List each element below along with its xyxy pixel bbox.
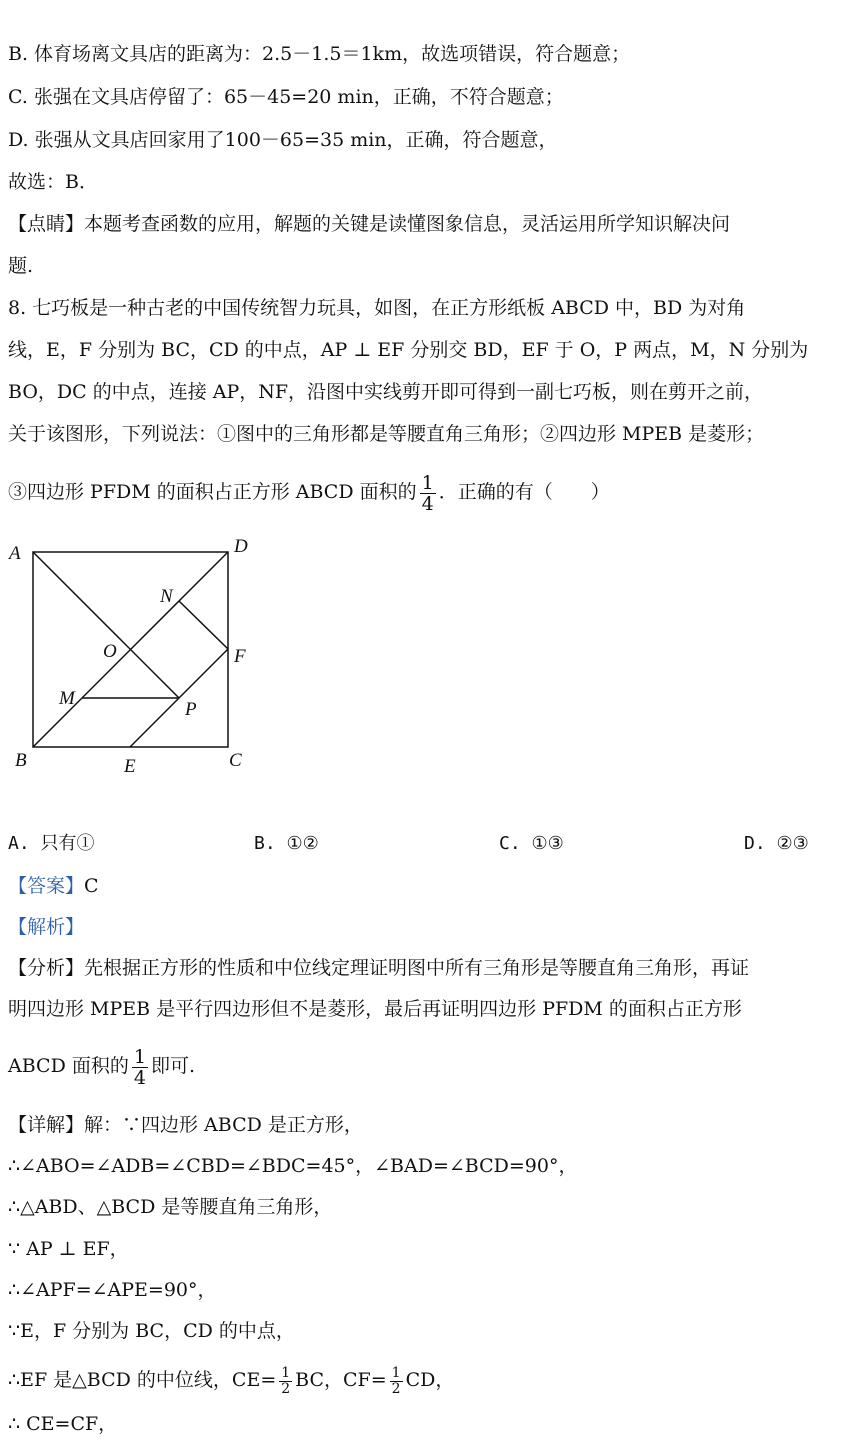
text-line-choose: 故选：B． bbox=[8, 171, 98, 193]
text-line-note1: 【点睛】本题考查函数的应用，解题的关键是读懂图象信息，灵活运用所学知识解决问 bbox=[8, 213, 731, 235]
analysis-fraction-numerator: 1 bbox=[133, 1045, 146, 1068]
detail-line-7-text-c: CD， bbox=[405, 1369, 455, 1391]
label-c: C bbox=[229, 750, 242, 771]
option-b: B. ①② bbox=[254, 833, 319, 854]
analysis-label: 【解析】 bbox=[8, 916, 85, 938]
fraction-one-quarter bbox=[420, 473, 436, 514]
detail-line-7-text-b: BC，CF= bbox=[295, 1369, 387, 1391]
detail-line-3: ∴△ABD、△BCD 是等腰直角三角形， bbox=[8, 1196, 333, 1218]
option-a: A. 只有① bbox=[8, 833, 95, 854]
answer-line bbox=[8, 874, 99, 898]
label-o: O bbox=[103, 641, 117, 662]
question-line-2: 线，E，F 分别为 BC，CD 的中点，AP ⊥ EF 分别交 BD，EF 于 O，P 两点，M，N 分别为 bbox=[8, 339, 809, 361]
question-line-5-end: ．正确的有（ ） bbox=[438, 481, 610, 503]
text-line-c: C. 张强在文具店停留了：65－45=20 min，正确，不符合题意； bbox=[8, 86, 564, 108]
question-line-3: BO，DC 的中点，连接 AP，NF，沿图中实线剪开即可得到一副七巧板，则在剪开之前， bbox=[8, 381, 764, 403]
question-line-5 bbox=[8, 470, 610, 514]
option-c: C. ①③ bbox=[499, 833, 564, 854]
text-line-b: B. 体育场离文具店的距离为：2.5－1.5＝1km，故选项错误，符合题意； bbox=[8, 43, 631, 65]
answer-label: 【答案】 bbox=[8, 875, 85, 897]
detail-line-2: ∴∠ABO=∠ADB=∠CBD=∠BDC=45°，∠BAD=∠BCD=90°， bbox=[8, 1155, 578, 1177]
option-d: D. ②③ bbox=[744, 833, 809, 854]
analysis-line-3-text: ABCD 面积的 bbox=[8, 1055, 129, 1077]
analysis-line-2: 明四边形 MPEB 是平行四边形但不是菱形，最后再证明四边形 PFDM 的面积占正方形 bbox=[8, 998, 742, 1020]
detail-line-7 bbox=[8, 1362, 454, 1398]
segment-nf bbox=[179, 601, 228, 649]
analysis-line-3 bbox=[8, 1044, 195, 1088]
question-line-5-text: ③四边形 PFDM 的面积占正方形 ABCD 面积的 bbox=[8, 481, 417, 503]
label-n: N bbox=[160, 586, 173, 607]
detail-line-8: ∴ CE=CF， bbox=[8, 1413, 118, 1435]
tangram-figure bbox=[0, 528, 270, 788]
segment-ap bbox=[33, 552, 179, 698]
text-line-d: D. 张强从文具店回家用了100－65=35 min，正确，符合题意， bbox=[8, 129, 558, 151]
label-a: A bbox=[9, 543, 21, 564]
question-line-1: 8. 七巧板是一种古老的中国传统智力玩具，如图，在正方形纸板 ABCD 中，BD 为对角 bbox=[8, 297, 746, 319]
label-m: M bbox=[59, 688, 75, 709]
label-f: F bbox=[234, 646, 246, 667]
label-e: E bbox=[124, 756, 136, 777]
half-fraction-1 bbox=[279, 1366, 292, 1397]
analysis-line-3-end: 即可. bbox=[150, 1055, 195, 1077]
fraction-numerator: 1 bbox=[421, 471, 434, 494]
analysis-fraction bbox=[132, 1047, 148, 1088]
question-line-4: 关于该图形，下列说法：①图中的三角形都是等腰直角三角形；②四边形 MPEB 是菱形； bbox=[8, 423, 765, 445]
half-fraction-2 bbox=[390, 1366, 403, 1397]
label-d: D bbox=[234, 536, 248, 557]
analysis-line-1: 【分析】先根据正方形的性质和中位线定理证明图中所有三角形是等腰直角三角形，再证 bbox=[8, 957, 750, 979]
fraction-denominator: 4 bbox=[421, 492, 434, 515]
detail-line-5: ∴∠APF=∠APE=90°， bbox=[8, 1279, 217, 1301]
detail-line-7-text-a: ∴EF 是△BCD 的中位线，CE= bbox=[8, 1369, 277, 1391]
half-denominator-1: 2 bbox=[281, 1380, 291, 1397]
half-numerator-2: 1 bbox=[391, 1364, 401, 1381]
answer-value: C bbox=[84, 875, 99, 897]
detail-line-1: 【详解】解：∵四边形 ABCD 是正方形， bbox=[8, 1114, 363, 1136]
half-numerator-1: 1 bbox=[281, 1364, 291, 1381]
analysis-fraction-denominator: 4 bbox=[133, 1066, 146, 1089]
detail-line-6: ∵E，F 分别为 BC，CD 的中点， bbox=[8, 1320, 295, 1342]
half-denominator-2: 2 bbox=[391, 1380, 401, 1397]
label-b: B bbox=[15, 750, 27, 771]
text-line-note2: 题. bbox=[8, 255, 34, 277]
detail-line-4: ∵ AP ⊥ EF， bbox=[8, 1238, 129, 1260]
label-p: P bbox=[185, 699, 197, 720]
